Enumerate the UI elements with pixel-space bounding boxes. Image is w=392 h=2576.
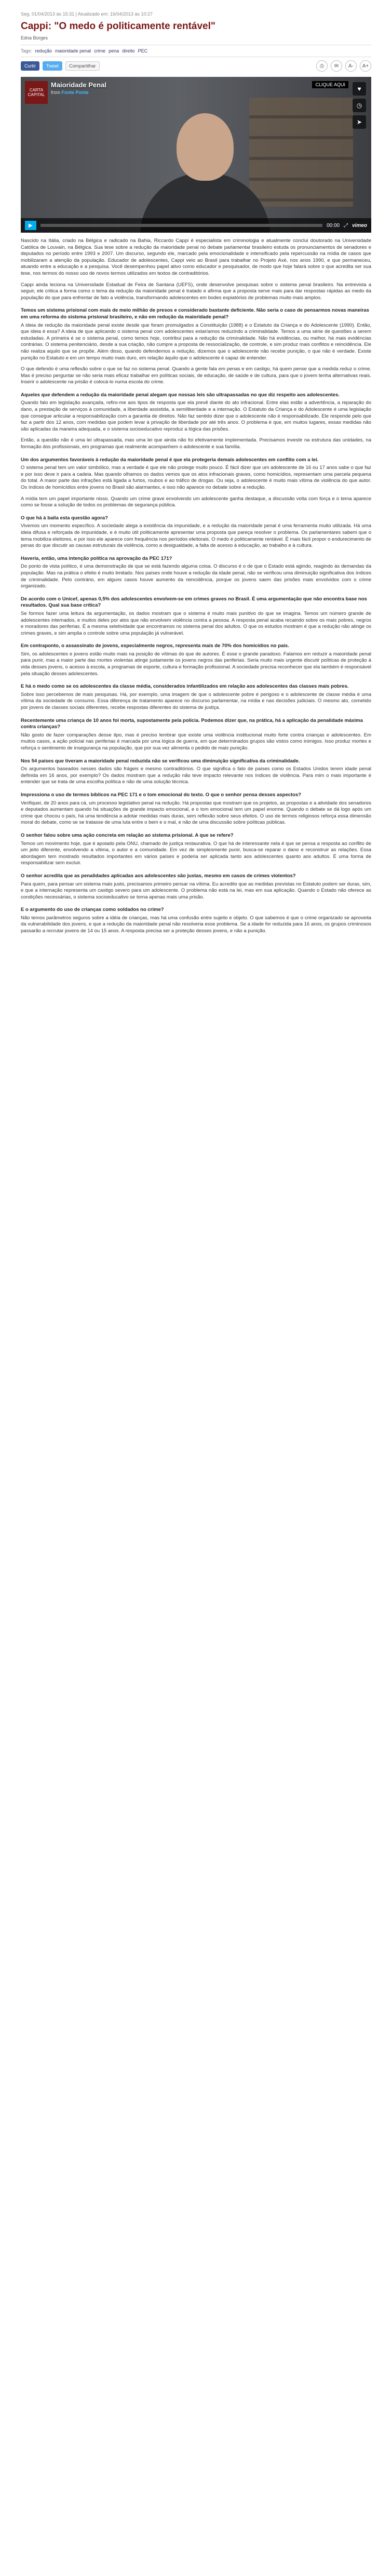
interview-question: Haveria, então, uma intenção política na aprovação da PEC 171?: [21, 555, 172, 561]
clock-icon[interactable]: ◷: [353, 99, 366, 112]
interview-question: E o argumento do uso de crianças como soldados no crime?: [21, 907, 164, 913]
video-byline: [51, 90, 106, 95]
interview-question: De acordo com o Unicef, apenas 0,5% dos adolescentes envolvem-se em crimes graves no Brasil. É uma argumentação que não encontra base nos resultados. Qual sua base crítica?: [21, 596, 367, 609]
interview-answer: O que defendo é uma reflexão sobre o que se faz no sistema penal. Quando a gente fala em penas e em castigo, há quem pense que a medida reduz o crime. Mas é preciso perguntar se não seria mais eficaz trabalhar em políticas sociais, de educação, de saúde e de cultura, para que o jovem tenha alternativas reais. Inserir o adolescente na prisão é colocá-lo numa escola do crime.: [21, 366, 371, 385]
video-progress-bar[interactable]: [40, 224, 322, 227]
font-increase-icon[interactable]: A+: [360, 60, 371, 72]
tag-link[interactable]: PEC: [138, 48, 148, 53]
email-icon[interactable]: ✉: [331, 60, 342, 72]
interview-answer: Não temos parâmetros seguros sobre a idéia de crianças, mas há uma confusão entre sujeito e objeto. O que sabemos é que o crime organizado se aproveita da vulnerabilidade dos jovens, e que a redução da maioridade penal não resolveria esse problema. Se a idade for reduzida para 16 anos, os grupos criminosos passarão a recrutar jovens de 14 ou 15 anos. A resposta precisa ser a proteção desses jovens, e não a punição.: [21, 915, 371, 934]
share-row: [21, 57, 371, 77]
interview-answer: A ideia de redução da maioridade penal existe desde que foram promulgados a Constituição (1988) e o Estatuto da Criança e do Adolescente (1990). Então, que ideia é essa? A ideia de que aplicando o sistema penal com adolescentes estaríamos reduzindo a criminalidade. Temos a uma série de questões a serem estudadas. A primeira é se o sistema penal, como temos hoje, contribui para a redução da criminalidade. Não há evidências, ou melhor, há mais evidências contrárias. O sistema penitenciário, desde a sua criação, não cumpre a proposta de ressocialização, de controle, e sim produz mais conflitos e reincidência. Ele não realiza aquilo que se propõe. Além disso, quando defendemos a redução, dizemos que o adolescente não recebe punição, o que não é verdade. Existe punição no Estatuto e em um tempo muito mais duro, em relação àquilo que o adolescente é capaz de entender.: [21, 322, 371, 361]
video-time: 00:00: [327, 222, 340, 229]
video-bookshelf: [249, 98, 353, 207]
interview-question: Um dos argumentos favoráveis à redução da maioridade penal é que ela protegeria demais adolescentes em conflito com a lei.: [21, 457, 319, 463]
share-button[interactable]: Compartilhar: [65, 61, 100, 71]
interview-answer: Sobre isso percebemos de mais pesquisas. Há, por exemplo, uma imagem de que o adolescente pobre é perigoso e o adolescente de classe média é uma vítima da sociedade de consumo. Essa diferença de tratamento aparece no discurso parlamentar, na mídia e nas decisões judiciais. O mesmo ato, cometido por jovens de classes sociais diferentes, recebe respostas diferentes do sistema de justiça.: [21, 691, 371, 711]
video-title-block: [51, 81, 106, 95]
article-title: Cappi: "O medo é politicamente rentável": [21, 21, 215, 32]
tag-bar: [21, 45, 371, 57]
interview-answer: Para quem, para pensar um sistema mais justo, precisamos primeiro pensar na vítima. Eu acredito que as medidas previstas no Estatuto podem ser duras, sim, e que a internação representa um castigo severo para um adolescente. O problema não está na lei, mas em sua aplicação. Quando o Estado não oferece as condições necessárias, o sistema socioeducativo se torna apenas mais uma prisão.: [21, 881, 371, 900]
video-person-head: [177, 113, 234, 181]
interview-question: O senhor falou sobre uma ação concreta em relação ao sistema prisional. A que se refere?: [21, 832, 234, 838]
interview-answer: Então, a questão não é uma lei ultrapassada, mas uma lei que ainda não foi efetivamente implementada. Precisamos investir na estrutura das unidades, na formação dos profissionais, em programas que realmente acompanhem o adolescente e sua família.: [21, 437, 371, 450]
video-player[interactable]: [21, 77, 371, 233]
video-title[interactable]: Maioridade Penal: [51, 81, 106, 89]
interview-question: Aqueles que defendem a redução da maioridade penal alegam que nossas leis são ultrapassadas no que diz respeito aos adolescentes.: [21, 392, 340, 398]
article-body: [21, 238, 371, 935]
video-channel-logo[interactable]: CARTA CAPITAL: [25, 81, 48, 104]
interview-answer: Os argumentos baseados nesses dados são frágeis e mesmo contraditórios. O que significa o fato de países como os Estados Unidos terem idade penal definida em 16 anos, por exemplo? Os dados mostram que a redução não teve impacto relevante nos índices de violência. Para mim o mais importante é entender que se trata de uma escolha política e não de uma solução técnica.: [21, 766, 371, 785]
article-author[interactable]: Edna Borges: [21, 35, 48, 41]
tags-label: Tags:: [21, 48, 32, 53]
interview-answer: Verifiquei, de 20 anos para cá, um processo legislativo penal na redução. Há propostas que mostram que os projetos, as propostas e a atividade dos senadores e deputados aumentam quando há situações de grande impacto emocional, e o tom emocional tem um papel enorme. Quando o debate se dá logo após um crime que chocou o país, há uma tendência a adotar medidas mais duras, sem reflexão sobre seus efeitos. O uso de termos religiosos reforça essa dimensão moral do debate, como se se tratasse de uma luta entre o bem e o mal, e não de uma discussão sobre políticas públicas.: [21, 800, 371, 826]
interview-question: O senhor acredita que as penalidades aplicadas aos adolescentes são justas, mesmo em casos de crimes violentos?: [21, 873, 296, 879]
tag-link[interactable]: maioridade penal: [55, 48, 91, 53]
interview-question: Impressiona o uso de termos bíblicos na PEC 171 e o tom emocional do texto. O que o senhor pensa desses aspectos?: [21, 791, 302, 798]
intro-paragraph: Cappi ainda leciona na Universidade Estadual de Feira de Santana (UEFS), onde desenvolve pesquisas sobre o sistema penal brasileiro. Na entrevista a seguir, ele critica a forma como o tema da redução da maioridade penal é tratado e afirma que a proposta serve mais para dar respostas rápidas ao medo da população do que para enfrentar de fato a violência, transformando adolescentes em bodes expiatórios de problemas muito mais amplos.: [21, 281, 371, 301]
interview-question: Nos 54 países que tiveram a maioridade penal reduzida não se verificou uma diminuição significativa da criminalidade.: [21, 758, 300, 764]
vimeo-logo[interactable]: vimeo: [352, 222, 367, 229]
interview-answer: O sistema penal tem um valor simbólico, mas a verdade é que ele não protege muito pouco. É fácil dizer que um adolescente de 16 ou 17 anos sabe o que faz e por isso deve ir para a cadeia. Mas quando olhamos os dados vemos que os atos infracionais graves, como homicídios, representam uma parcela pequena do total. A maior parte das infrações está ligada a furtos, roubos e ao tráfico de drogas. Ou seja, o adolescente é muito mais vítima de violência do que autor. Os índices de homicídios entre jovens no Brasil são alarmantes, e isso não aparece no debate sobre a redução.: [21, 465, 371, 490]
facebook-like-button[interactable]: Curtir: [21, 61, 39, 71]
print-icon[interactable]: ⎙: [316, 60, 328, 72]
interview-question: Em contraponto, o assassinato de jovens, especialmente negros, representa mais de 70% dos homicídios no país.: [21, 643, 289, 649]
fullscreen-icon[interactable]: ⤢: [344, 222, 348, 229]
play-icon[interactable]: ▶: [25, 221, 36, 230]
interview-answer: A mídia tem um papel importante nisso. Quando um crime grave envolvendo um adolescente ganha destaque, a discussão volta com força e o tema aparece como se fosse a solução de todos os problemas de segurança pública.: [21, 495, 371, 508]
video-side-buttons: [353, 82, 366, 129]
intro-paragraph: Nascido na Itália, criado na Bélgica e radicado na Bahia, Riccardo Cappi é especialista em criminologia e atualmente conclui doutorado na Universidade Católica de Louvain, na Bélgica. Sua tese sobre a redução da maioridade penal no debate parlamentar brasileiro estuda os pronunciamentos de senadores e deputados no período entre 1993 e 2007. Um discurso, segundo ele, marcado pela emocionalidade e intensificado pela repercussão na mídia de casos que mobilizaram a atenção da população. Educador de adolescentes, Cappi veio ao Brasil para trabalhar no Projeto Axé, nos anos 1990, e que permaneceu, atuando entre a educação e a pesquisa. Você desempenhou papel ativo como educador e pesquisador, de modo que hoje falará sobre o que acredita ser sua tese, nos termos do nosso uso de novos termos utilizados em textos de contraditórios.: [21, 238, 371, 276]
article-tools: [316, 60, 371, 72]
tag-link[interactable]: pena: [109, 48, 119, 53]
send-icon[interactable]: ➤: [353, 115, 366, 129]
interview-question: E há o medo como se os adolescentes da classe média, considerados infantilizados em relação aos adolescentes das classes mais pobres.: [21, 683, 349, 690]
tag-link[interactable]: crime: [94, 48, 106, 53]
interview-answer: Não gosto de fazer comparações desse tipo, mas é preciso lembrar que existe uma violência institucional muito forte contra crianças e adolescentes. Em muitos casos, a ação policial nas periferias é marcada por uma lógica de guerra, em que determinados grupos são vistos como inimigos. Isso produz mortes e reforça o sentimento de insegurança na população, que por sua vez alimenta o pedido de mais punição.: [21, 732, 371, 751]
interview-question: O que há à baila esta questão agora?: [21, 515, 108, 521]
video-controls: [21, 218, 371, 233]
font-decrease-icon[interactable]: A-: [345, 60, 357, 72]
tweet-button[interactable]: Tweet: [43, 61, 62, 71]
interview-question: Recentemente uma criança de 10 anos foi morta, supostamente pela polícia. Podemos dizer que, na prática, há a aplicação da penalidade máxima contra crianças?: [21, 717, 363, 730]
interview-answer: Temos um movimento hoje, que é apoiado pela ONU, chamado de justiça restaurativa. O que há de interessante nela é que se pensa a resposta ao conflito de um jeito diferente, envolvendo a vítima, o autor e a comunidade. Em vez de simplesmente punir, busca-se reparar o dano e reconstruir as relações. Essa abordagem tem mostrado resultados importantes em vários países e poderia ser aplicada tanto aos adolescentes quanto aos adultos. É uma forma de responsabilizar sem excluir.: [21, 840, 371, 866]
tag-link[interactable]: redução: [35, 48, 52, 53]
interview-answer: Vivemos um momento específico. A sociedade alega a existência da impunidade, e a redução da maioridade penal é uma ferramenta muito utilizada. Há uma ideia difusa e reforçada de impunidade, e é muito útil politicamente apresentar uma proposta que pareça resolver o problema. Os parlamentares sabem que o tema mobiliza eleitores, e por isso ele aparece com frequência nos períodos eleitorais. O medo é politicamente rentável. É mais fácil propor o endurecimento de penas do que discutir as causas estruturais da violência, como a desigualdade, a falta de acesso à educação, ao trabalho e à cultura.: [21, 523, 371, 549]
interview-answer: Do ponto de vista político, é uma demonstração de que se está fazendo alguma coisa. O discurso é o de que o Estado está agindo, reagindo às demandas da população. Mas na prática o efeito é muito limitado. Nos países onde houve a redução da idade penal, não se verificou uma diminuição significativa dos índices de criminalidade. Pelo contrário, em alguns casos houve aumento da reincidência, porque os jovens saem das prisões mais envolvidos com o crime organizado.: [21, 564, 371, 589]
interview-answer: Quando falo em legislação avançada, refiro-me aos tipos de resposta que ela prevê diante do ato infracional. Entre elas estão a advertência, a reparação do dano, a prestação de serviços à comunidade, a liberdade assistida, a semiliberdade e a internação. O Estatuto da Criança e do Adolescente é uma legislação que consegue articular a responsabilização com a garantia de direitos. Não faz sentido dizer que o adolescente não é responsabilizado. Ele responde pelo que faz a partir dos 12 anos, com medidas que podem levar à privação de liberdade por até três anos. O problema é que, em muitos lugares, essas medidas não são aplicadas da maneira adequada, e o sistema socioeducativo reproduz a lógica das prisões.: [21, 400, 371, 432]
interview-question: Temos um sistema prisional com mais de meio milhão de presos e considerado bastante deficiente. Não seria o caso de pensarmos novas maneiras em uma reforma do sistema prisional brasileiro, e não em redução da maioridade penal?: [21, 307, 369, 320]
interview-answer: Se formos fazer uma leitura da argumentação, os dados mostram que o sistema é muito mais punitivo do que se imagina. Temos um número grande de adolescentes internados, e muitos deles por atos que não envolvem violência contra a pessoa. A resposta penal acaba recaindo sobre os mais pobres, negros e moradores das periferias. É a mesma seletividade que encontramos no sistema penal dos adultos. O que os estudos mostram é que a redução não atinge os crimes graves, e sim amplia o controle sobre uma população já vulnerável.: [21, 610, 371, 636]
heart-icon[interactable]: ♥: [353, 82, 366, 96]
video-author-link[interactable]: Fonte Ponte: [61, 90, 89, 95]
video-from-label: from: [51, 90, 60, 95]
tag-link[interactable]: direito: [122, 48, 135, 53]
interview-answer: Sim, os adolescentes e jovens estão muito mais na posição de vítimas do que de autores. É esse o grande paradoxo. Falamos em reduzir a maioridade penal para punir, mas a maior parte das mortes violentas atinge justamente os jovens negros das periferias. Seria muito mais urgente discutir políticas de proteção à vida desses jovens, o acesso à escola, a programas de esporte, cultura e formação profissional. A sociedade precisa reconhecer que ela também é responsável pela situação desses adolescentes.: [21, 651, 371, 677]
article-dates: Seg, 01/04/2013 às 15:31 | Atualizado em: 16/04/2013 às 10:27: [21, 11, 153, 17]
video-click-label[interactable]: CLIQUE AQUI: [312, 81, 348, 88]
